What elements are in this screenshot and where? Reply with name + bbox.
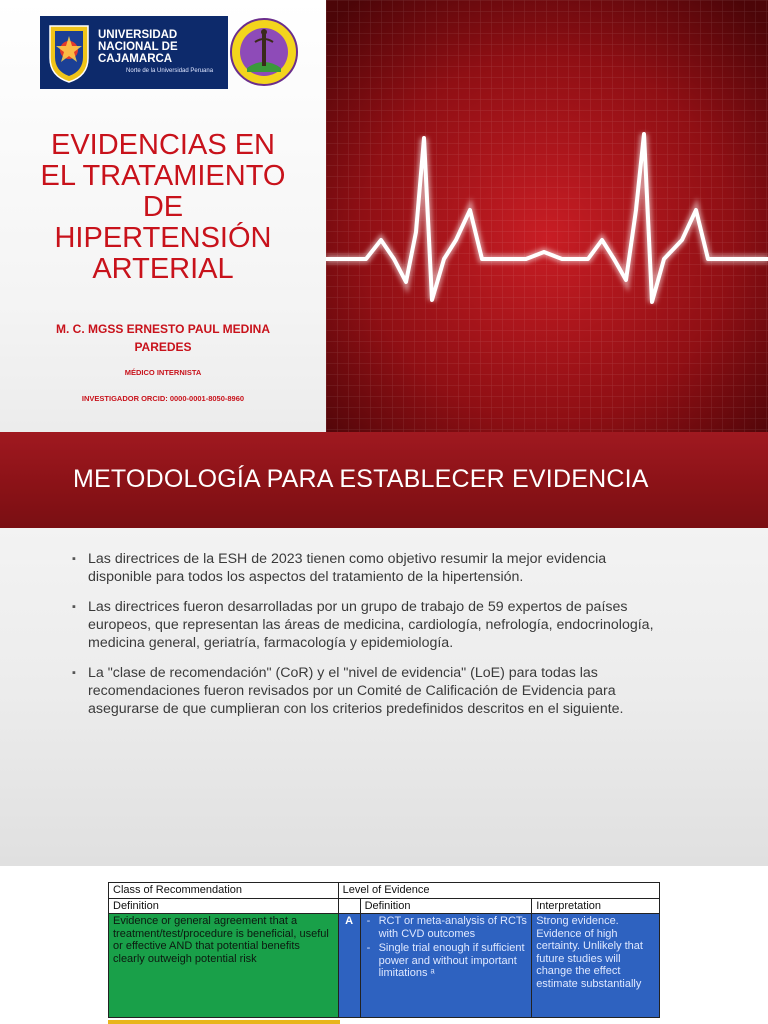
faculty-seal-icon bbox=[229, 16, 299, 89]
title-line: EVIDENCIAS EN bbox=[51, 129, 275, 161]
author-role: MÉDICO INTERNISTA bbox=[124, 368, 202, 377]
ecg-heartbeat-image bbox=[326, 0, 768, 432]
university-logo bbox=[40, 16, 228, 89]
subheader-interpretation: Interpretation bbox=[532, 898, 660, 914]
interpretation-cell: Strong evidence. Evidence of high certainty. Unlikely that future studies will change the effect estimate substantially bbox=[532, 914, 660, 1018]
evidence-grade-cell: A bbox=[338, 914, 360, 1018]
table-row bbox=[109, 914, 660, 1018]
slide-title-banner bbox=[0, 432, 768, 528]
subheader-definition-loe: Definition bbox=[360, 898, 532, 914]
title-line: EL TRATAMIENTO bbox=[40, 160, 286, 192]
title-line: ARTERIAL bbox=[92, 253, 234, 285]
title-slide bbox=[0, 0, 768, 432]
title-panel bbox=[0, 0, 326, 432]
loe-definition-item: - RCT or meta-analysis of RCTs with CVD outcomes bbox=[365, 915, 528, 940]
subheader-definition-cor: Definition bbox=[109, 898, 339, 914]
loe-definition-list bbox=[365, 915, 528, 980]
next-row-color-strip bbox=[108, 1020, 340, 1024]
university-name-line: CAJAMARCA bbox=[98, 53, 173, 65]
table-subheader-row bbox=[109, 898, 660, 914]
bullet-item: ▪ Las directrices fueron desarrolladas por un grupo de trabajo de 59 expertos de países europeos, que representan las áreas de medicina, cardiología, nefrología, endocrinología, medicina general, geriatría, farmacología y epidemiología. bbox=[72, 598, 672, 652]
bullet-item: ▪ Las directrices de la ESH de 2023 tienen como objetivo resumir la mejor evidencia disponible para todos los aspectos del tratamiento de la hipertensión. bbox=[72, 550, 672, 586]
bullet-list bbox=[72, 550, 672, 730]
header-class-of-recommendation: Class of Recommendation bbox=[109, 883, 339, 899]
university-name-line: UNIVERSIDAD bbox=[98, 29, 178, 41]
author-line: M. C. MGSS ERNESTO PAUL MEDINA bbox=[55, 322, 271, 336]
bullet-item: ▪ La "clase de recomendación" (CoR) y el "nivel de evidencia" (LoE) para todas las recomendaciones fueron revisados por un Comité de Calificación de Evidencia para asegurarse de que cumplieran con los criterios predefinidos descritos en el siguiente. bbox=[72, 664, 672, 718]
evidence-table-slide bbox=[0, 866, 768, 1024]
slide-title: METODOLOGÍA PARA ESTABLECER EVIDENCIA bbox=[73, 465, 649, 493]
presentation-title bbox=[30, 130, 296, 285]
methodology-slide bbox=[0, 432, 768, 866]
university-crest-icon bbox=[46, 22, 92, 84]
loe-definition-item: - Single trial enough if sufficient power and without important limitations ᵃ bbox=[365, 942, 528, 980]
loe-definition-cell bbox=[360, 914, 532, 1018]
university-tagline: Norte de la Universidad Peruana bbox=[126, 68, 214, 74]
author-orcid: INVESTIGADOR ORCID: 0000-0001-8050-8960 bbox=[81, 394, 245, 403]
evidence-grading-table bbox=[108, 882, 660, 1018]
table-header-row bbox=[109, 883, 660, 899]
title-line: DE bbox=[142, 191, 184, 223]
cor-definition-cell: Evidence or general agreement that a treatment/test/procedure is beneficial, useful or effective AND that potential benefits clearly outweigh potential risk bbox=[109, 914, 339, 1018]
header-level-of-evidence: Level of Evidence bbox=[338, 883, 659, 899]
title-line: HIPERTENSIÓN bbox=[54, 222, 272, 254]
author-name bbox=[30, 320, 296, 356]
subheader-grade-blank bbox=[338, 898, 360, 914]
author-line: PAREDES bbox=[134, 340, 192, 354]
university-name-line: NACIONAL DE bbox=[98, 41, 178, 53]
